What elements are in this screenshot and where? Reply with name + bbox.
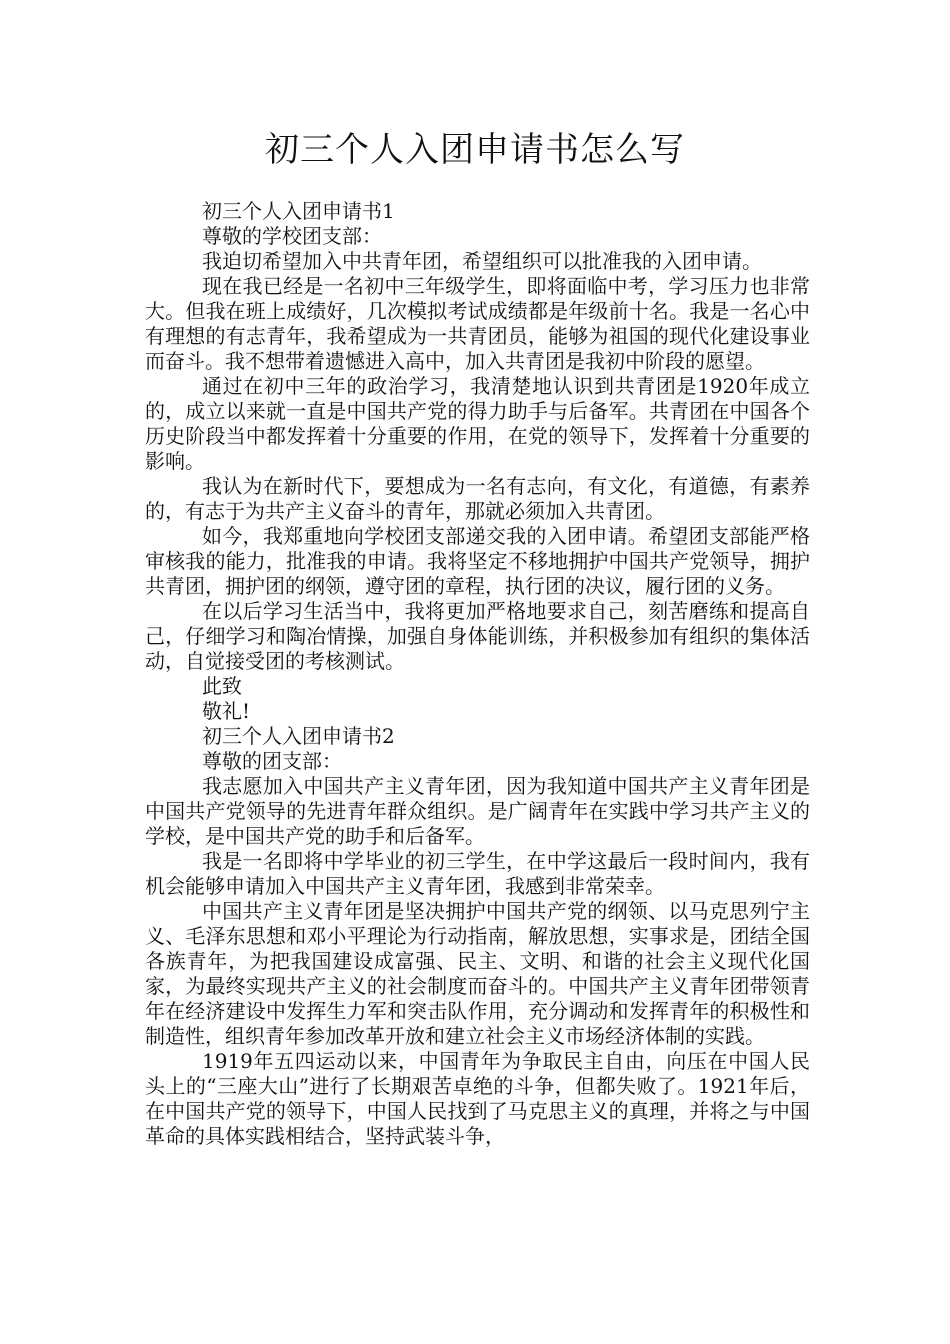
document-body: [145, 199, 810, 1149]
letter-2-paragraph: 中国共产主义青年团是坚决拥护中国共产党的纲领、以马克思列宁主义、毛泽东思想和邓小平理论为行动指南，解放思想，实事求是，团结全国各族青年，为把我国建设成富强、民主、文明、和谐的社会主义现代化国家，为最终实现共产主义的社会制度而奋斗的。中国共产主义青年团带领青年在经济建设中发挥生力军和突击队作用，充分调动和发挥青年的积极性和制造性，组织青年参加改革开放和建立社会主义市场经济体制的实践。: [145, 899, 810, 1048]
letter-1-paragraph: 现在我已经是一名初中三年级学生，即将面临中考，学习压力也非常大。但我在班上成绩好，几次模拟考试成绩都是年级前十名。我是一名心中有理想的有志青年，我希望成为一共青团员，能够为祖国的现代化建设事业而奋斗。我不想带着遗憾进入高中，加入共青团是我初中阶段的愿望。: [145, 274, 810, 373]
letter-2-paragraph: 1919年五四运动以来，中国青年为争取民主自由，向压在中国人民头上的“三座大山”进行了长期艰苦卓绝的斗争，但都失败了。1921年后，在中国共产党的领导下，中国人民找到了马克思主义的真理，并将之与中国革命的具体实践相结合，坚持武装斗争，: [145, 1049, 810, 1148]
letter-1-paragraph: 通过在初中三年的政治学习，我清楚地认识到共青团是1920年成立的，成立以来就一直是中国共产党的得力助手与后备军。共青团在中国各个历史阶段当中都发挥着十分重要的作用，在党的领导下，发挥着十分重要的影响。: [145, 374, 810, 473]
letter-2-heading: 初三个人入团申请书2: [202, 724, 395, 748]
letter-1-paragraph: 我迫切希望加入中共青年团，希望组织可以批准我的入团申请。: [202, 249, 762, 273]
letter-1-heading: 初三个人入团申请书1: [202, 199, 395, 223]
letter-2-paragraph: 我是一名即将中学毕业的初三学生，在中学这最后一段时间内，我有机会能够申请加入中国共产主义青年团，我感到非常荣幸。: [145, 849, 810, 898]
document-title: 初三个人入团申请书怎么写: [265, 130, 685, 170]
letter-1-paragraph: 在以后学习生活当中，我将更加严格地要求自己，刻苦磨练和提高自己，仔细学习和陶冶情操，加强自身体能训练，并积极参加有组织的集体活动，自觉接受团的考核测试。: [145, 599, 810, 673]
letter-1-closing-ci-zhi: 此致: [202, 674, 242, 698]
letter-1-salutation: 尊敬的学校团支部：: [202, 224, 382, 248]
letter-1-paragraph: 我认为在新时代下，要想成为一名有志向，有文化，有道德，有素养的，有志于为共产主义奋斗的青年，那就必须加入共青团。: [145, 474, 810, 523]
letter-1-closing-jing-li: 敬礼!: [202, 699, 251, 723]
letter-2-salutation: 尊敬的团支部：: [202, 749, 342, 773]
letter-2-paragraph: 我志愿加入中国共产主义青年团，因为我知道中国共产主义青年团是中国共产党领导的先进青年群众组织。是广阔青年在实践中学习共产主义的学校，是中国共产党的助手和后备军。: [145, 774, 810, 848]
letter-1-paragraph: 如今，我郑重地向学校团支部递交我的入团申请。希望团支部能严格审核我的能力，批准我的申请。我将坚定不移地拥护中国共产党领导，拥护共青团，拥护团的纲领，遵守团的章程，执行团的决议，履行团的义务。: [145, 524, 810, 598]
